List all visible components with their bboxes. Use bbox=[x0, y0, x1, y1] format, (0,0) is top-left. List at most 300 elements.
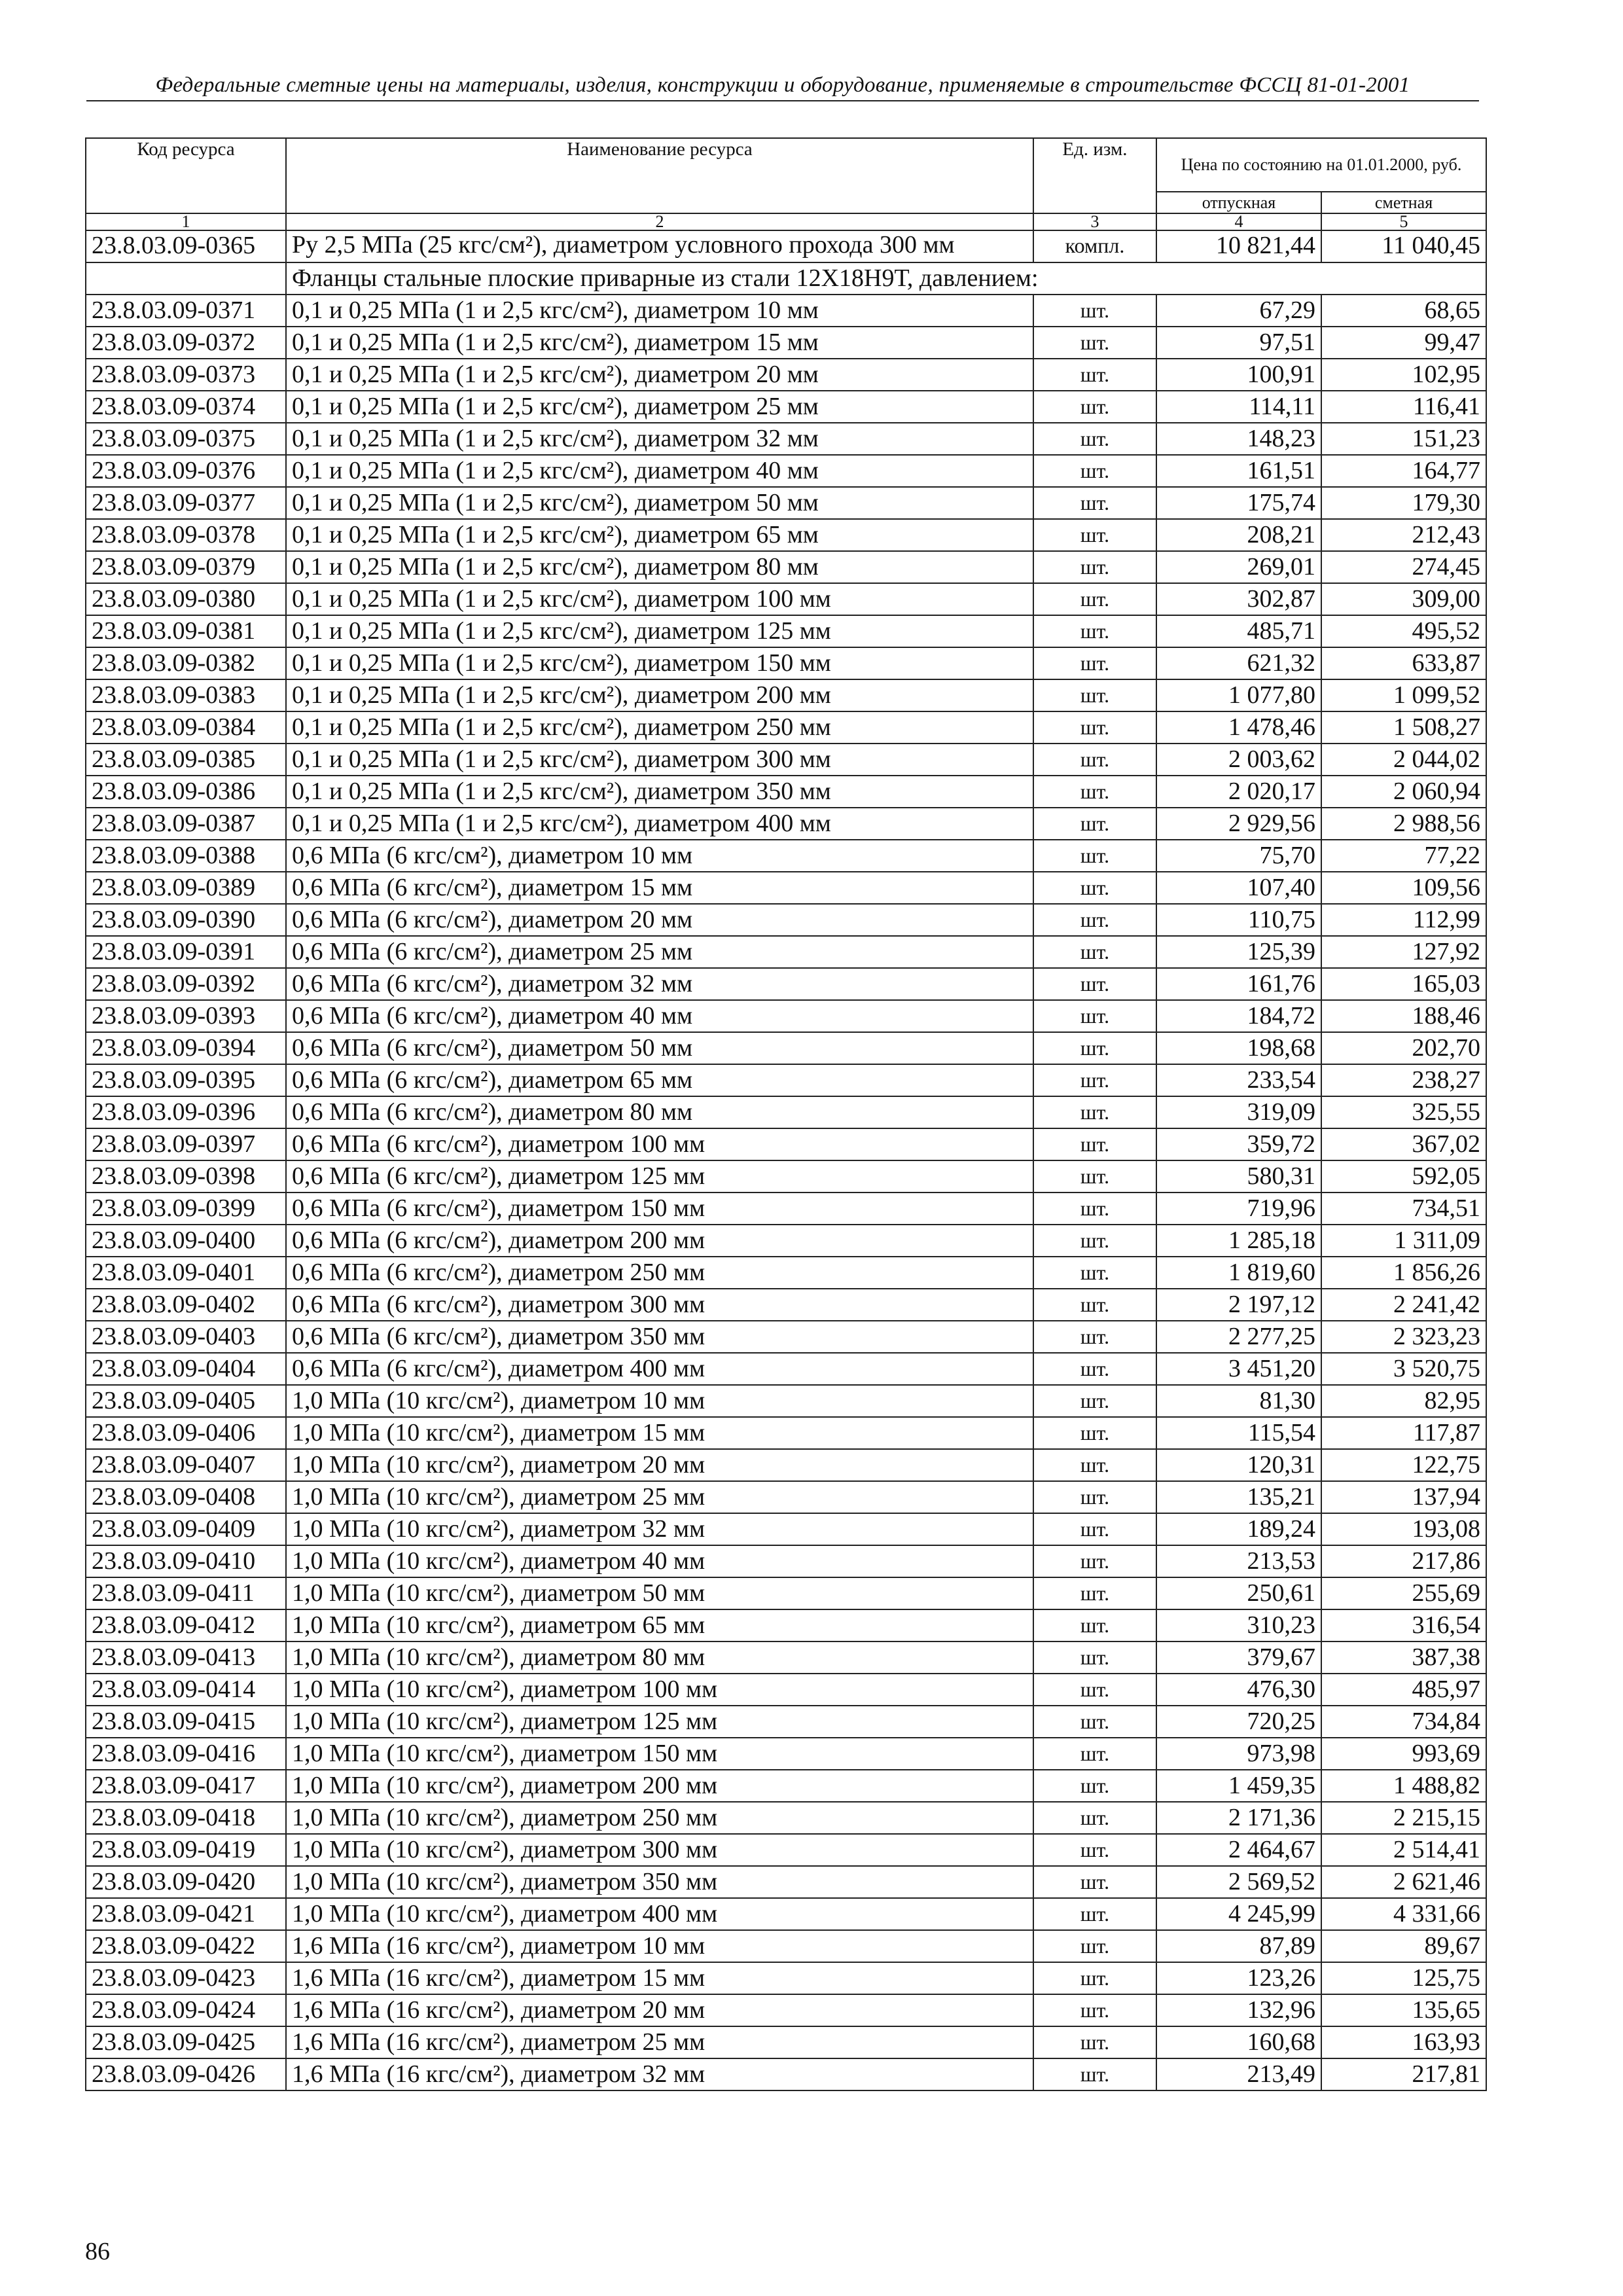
col-number: 5 bbox=[1321, 213, 1486, 230]
estimate-price: 238,27 bbox=[1321, 1064, 1486, 1096]
resource-name: 0,1 и 0,25 МПа (1 и 2,5 кгс/см²), диаметром 300 мм bbox=[286, 744, 1033, 776]
estimate-price: 734,51 bbox=[1321, 1193, 1486, 1225]
resource-name: 0,6 МПа (6 кгс/см²), диаметром 400 мм bbox=[286, 1353, 1033, 1385]
resource-code: 23.8.03.09-0388 bbox=[86, 840, 286, 872]
estimate-price: 2 044,02 bbox=[1321, 744, 1486, 776]
release-price: 198,68 bbox=[1156, 1032, 1321, 1064]
table-row bbox=[86, 455, 1486, 487]
resource-code: 23.8.03.09-0395 bbox=[86, 1064, 286, 1096]
resource-code: 23.8.03.09-0420 bbox=[86, 1866, 286, 1898]
resource-name: 1,6 МПа (16 кгс/см²), диаметром 10 мм bbox=[286, 1930, 1033, 1962]
table-row bbox=[86, 1385, 1486, 1417]
estimate-price: 127,92 bbox=[1321, 936, 1486, 968]
table-row bbox=[86, 551, 1486, 583]
resource-code: 23.8.03.09-0377 bbox=[86, 487, 286, 519]
release-price: 1 285,18 bbox=[1156, 1225, 1321, 1257]
resource-name: 0,6 МПа (6 кгс/см²), диаметром 40 мм bbox=[286, 1000, 1033, 1032]
table-row bbox=[86, 744, 1486, 776]
resource-name: 1,0 МПа (10 кгс/см²), диаметром 350 мм bbox=[286, 1866, 1033, 1898]
resource-code: 23.8.03.09-0374 bbox=[86, 391, 286, 423]
release-price: 621,32 bbox=[1156, 647, 1321, 679]
unit: шт. bbox=[1033, 1674, 1156, 1706]
resource-code: 23.8.03.09-0390 bbox=[86, 904, 286, 936]
unit: шт. bbox=[1033, 1193, 1156, 1225]
unit: шт. bbox=[1033, 1481, 1156, 1513]
estimate-price: 2 323,23 bbox=[1321, 1321, 1486, 1353]
estimate-price: 122,75 bbox=[1321, 1449, 1486, 1481]
table-row bbox=[86, 1545, 1486, 1577]
estimate-price: 102,95 bbox=[1321, 359, 1486, 391]
unit: шт. bbox=[1033, 1353, 1156, 1385]
table-row bbox=[86, 359, 1486, 391]
resource-code: 23.8.03.09-0422 bbox=[86, 1930, 286, 1962]
release-price: 719,96 bbox=[1156, 1193, 1321, 1225]
estimate-price: 188,46 bbox=[1321, 1000, 1486, 1032]
resource-code: 23.8.03.09-0383 bbox=[86, 679, 286, 711]
unit: шт. bbox=[1033, 1160, 1156, 1193]
resource-name: 0,1 и 0,25 МПа (1 и 2,5 кгс/см²), диаметром 350 мм bbox=[286, 776, 1033, 808]
table-row bbox=[86, 840, 1486, 872]
resource-name: 1,6 МПа (16 кгс/см²), диаметром 32 мм bbox=[286, 2058, 1033, 2090]
table-row bbox=[86, 1096, 1486, 1128]
table-row bbox=[86, 1160, 1486, 1193]
unit: шт. bbox=[1033, 1994, 1156, 2026]
resource-code: 23.8.03.09-0375 bbox=[86, 423, 286, 455]
release-price: 720,25 bbox=[1156, 1706, 1321, 1738]
estimate-price: 2 621,46 bbox=[1321, 1866, 1486, 1898]
release-price: 2 003,62 bbox=[1156, 744, 1321, 776]
unit: шт. bbox=[1033, 1000, 1156, 1032]
unit: шт. bbox=[1033, 1225, 1156, 1257]
table-row bbox=[86, 936, 1486, 968]
resource-code: 23.8.03.09-0382 bbox=[86, 647, 286, 679]
table-row bbox=[86, 327, 1486, 359]
unit: шт. bbox=[1033, 1545, 1156, 1577]
estimate-price: 125,75 bbox=[1321, 1962, 1486, 1994]
release-price: 184,72 bbox=[1156, 1000, 1321, 1032]
resource-code: 23.8.03.09-0384 bbox=[86, 711, 286, 744]
resource-name: 0,1 и 0,25 МПа (1 и 2,5 кгс/см²), диаметром 10 мм bbox=[286, 295, 1033, 327]
estimate-price: 164,77 bbox=[1321, 455, 1486, 487]
table-row bbox=[86, 1962, 1486, 1994]
resource-code: 23.8.03.09-0380 bbox=[86, 583, 286, 615]
resource-name: 1,0 МПа (10 кгс/см²), диаметром 65 мм bbox=[286, 1609, 1033, 1641]
unit: шт. bbox=[1033, 808, 1156, 840]
unit: шт. bbox=[1033, 968, 1156, 1000]
resource-code: 23.8.03.09-0411 bbox=[86, 1577, 286, 1609]
table-row bbox=[86, 1674, 1486, 1706]
resource-code: 23.8.03.09-0394 bbox=[86, 1032, 286, 1064]
resource-name: 1,0 МПа (10 кгс/см²), диаметром 15 мм bbox=[286, 1417, 1033, 1449]
estimate-price: 165,03 bbox=[1321, 968, 1486, 1000]
table-row bbox=[86, 1000, 1486, 1032]
resource-code: 23.8.03.09-0376 bbox=[86, 455, 286, 487]
estimate-price: 4 331,66 bbox=[1321, 1898, 1486, 1930]
estimate-price: 592,05 bbox=[1321, 1160, 1486, 1193]
estimate-price: 99,47 bbox=[1321, 327, 1486, 359]
unit: шт. bbox=[1033, 295, 1156, 327]
unit: шт. bbox=[1033, 1930, 1156, 1962]
resource-name: 0,6 МПа (6 кгс/см²), диаметром 200 мм bbox=[286, 1225, 1033, 1257]
unit: шт. bbox=[1033, 1706, 1156, 1738]
unit: шт. bbox=[1033, 1096, 1156, 1128]
table-row bbox=[86, 808, 1486, 840]
resource-name: 0,1 и 0,25 МПа (1 и 2,5 кгс/см²), диаметром 100 мм bbox=[286, 583, 1033, 615]
table-row bbox=[86, 776, 1486, 808]
unit: шт. bbox=[1033, 744, 1156, 776]
estimate-price: 325,55 bbox=[1321, 1096, 1486, 1128]
estimate-price: 109,56 bbox=[1321, 872, 1486, 904]
release-price: 2 569,52 bbox=[1156, 1866, 1321, 1898]
col-header-price: Цена по состоянию на 01.01.2000, руб. bbox=[1156, 138, 1486, 192]
unit: шт. bbox=[1033, 1770, 1156, 1802]
resource-name: 0,6 МПа (6 кгс/см²), диаметром 125 мм bbox=[286, 1160, 1033, 1193]
estimate-price: 2 514,41 bbox=[1321, 1834, 1486, 1866]
estimate-price: 217,81 bbox=[1321, 2058, 1486, 2090]
unit: компл. bbox=[1033, 230, 1156, 262]
resource-code: 23.8.03.09-0381 bbox=[86, 615, 286, 647]
table-row bbox=[86, 519, 1486, 551]
resource-name: 0,1 и 0,25 МПа (1 и 2,5 кгс/см²), диаметром 40 мм bbox=[286, 455, 1033, 487]
resource-code: 23.8.03.09-0385 bbox=[86, 744, 286, 776]
resource-name: 1,0 МПа (10 кгс/см²), диаметром 250 мм bbox=[286, 1802, 1033, 1834]
resource-code: 23.8.03.09-0386 bbox=[86, 776, 286, 808]
unit: шт. bbox=[1033, 904, 1156, 936]
estimate-price: 117,87 bbox=[1321, 1417, 1486, 1449]
estimate-price: 309,00 bbox=[1321, 583, 1486, 615]
resource-name: 1,0 МПа (10 кгс/см²), диаметром 25 мм bbox=[286, 1481, 1033, 1513]
table-row bbox=[86, 1802, 1486, 1834]
estimate-price: 163,93 bbox=[1321, 2026, 1486, 2058]
resource-code: 23.8.03.09-0415 bbox=[86, 1706, 286, 1738]
estimate-price: 495,52 bbox=[1321, 615, 1486, 647]
estimate-price: 82,95 bbox=[1321, 1385, 1486, 1417]
release-price: 107,40 bbox=[1156, 872, 1321, 904]
estimate-price: 2 988,56 bbox=[1321, 808, 1486, 840]
estimate-price: 2 241,42 bbox=[1321, 1289, 1486, 1321]
resource-code: 23.8.03.09-0417 bbox=[86, 1770, 286, 1802]
table-row bbox=[86, 1898, 1486, 1930]
unit: шт. bbox=[1033, 1641, 1156, 1674]
resource-code: 23.8.03.09-0413 bbox=[86, 1641, 286, 1674]
table-row bbox=[86, 2058, 1486, 2090]
unit: шт. bbox=[1033, 1321, 1156, 1353]
unit: шт. bbox=[1033, 1577, 1156, 1609]
release-price: 114,11 bbox=[1156, 391, 1321, 423]
unit: шт. bbox=[1033, 1385, 1156, 1417]
resource-name: 0,6 МПа (6 кгс/см²), диаметром 10 мм bbox=[286, 840, 1033, 872]
estimate-price: 212,43 bbox=[1321, 519, 1486, 551]
estimate-price: 387,38 bbox=[1321, 1641, 1486, 1674]
resource-code: 23.8.03.09-0379 bbox=[86, 551, 286, 583]
resource-name: 1,0 МПа (10 кгс/см²), диаметром 20 мм bbox=[286, 1449, 1033, 1481]
table-row bbox=[86, 1353, 1486, 1385]
release-price: 379,67 bbox=[1156, 1641, 1321, 1674]
col-header-release: отпускная bbox=[1156, 192, 1321, 213]
resource-code: 23.8.03.09-0398 bbox=[86, 1160, 286, 1193]
group-title: Фланцы стальные плоские приварные из стали 12Х18Н9Т, давлением: bbox=[286, 262, 1486, 295]
resource-code: 23.8.03.09-0396 bbox=[86, 1096, 286, 1128]
release-price: 81,30 bbox=[1156, 1385, 1321, 1417]
unit: шт. bbox=[1033, 1609, 1156, 1641]
table-row bbox=[86, 1417, 1486, 1449]
estimate-price: 993,69 bbox=[1321, 1738, 1486, 1770]
page-number: 86 bbox=[85, 2238, 110, 2265]
unit: шт. bbox=[1033, 1064, 1156, 1096]
estimate-price: 734,84 bbox=[1321, 1706, 1486, 1738]
estimate-price: 11 040,45 bbox=[1321, 230, 1486, 262]
resource-name: 1,0 МПа (10 кгс/см²), диаметром 50 мм bbox=[286, 1577, 1033, 1609]
resource-code: 23.8.03.09-0407 bbox=[86, 1449, 286, 1481]
unit: шт. bbox=[1033, 1802, 1156, 1834]
release-price: 250,61 bbox=[1156, 1577, 1321, 1609]
release-price: 1 819,60 bbox=[1156, 1257, 1321, 1289]
release-price: 161,51 bbox=[1156, 455, 1321, 487]
table-row bbox=[86, 230, 1486, 262]
unit: шт. bbox=[1033, 2058, 1156, 2090]
resource-name: 0,1 и 0,25 МПа (1 и 2,5 кгс/см²), диаметром 20 мм bbox=[286, 359, 1033, 391]
unit: шт. bbox=[1033, 1898, 1156, 1930]
table-row bbox=[86, 647, 1486, 679]
estimate-price: 1 856,26 bbox=[1321, 1257, 1486, 1289]
resource-name: 0,1 и 0,25 МПа (1 и 2,5 кгс/см²), диаметром 25 мм bbox=[286, 391, 1033, 423]
release-price: 125,39 bbox=[1156, 936, 1321, 968]
resource-code: 23.8.03.09-0408 bbox=[86, 1481, 286, 1513]
resource-code: 23.8.03.09-0397 bbox=[86, 1128, 286, 1160]
table-row bbox=[86, 679, 1486, 711]
release-price: 2 277,25 bbox=[1156, 1321, 1321, 1353]
resource-name: 0,6 МПа (6 кгс/см²), диаметром 250 мм bbox=[286, 1257, 1033, 1289]
unit: шт. bbox=[1033, 1032, 1156, 1064]
resource-code: 23.8.03.09-0410 bbox=[86, 1545, 286, 1577]
release-price: 10 821,44 bbox=[1156, 230, 1321, 262]
table-row bbox=[86, 1513, 1486, 1545]
estimate-price: 112,99 bbox=[1321, 904, 1486, 936]
estimate-price: 1 311,09 bbox=[1321, 1225, 1486, 1257]
resource-code: 23.8.03.09-0405 bbox=[86, 1385, 286, 1417]
resource-name: 0,1 и 0,25 МПа (1 и 2,5 кгс/см²), диаметром 400 мм bbox=[286, 808, 1033, 840]
estimate-price: 202,70 bbox=[1321, 1032, 1486, 1064]
col-number: 1 bbox=[86, 213, 286, 230]
unit: шт. bbox=[1033, 1962, 1156, 1994]
table-row bbox=[86, 2026, 1486, 2058]
table-row bbox=[86, 1032, 1486, 1064]
resource-code: 23.8.03.09-0371 bbox=[86, 295, 286, 327]
estimate-price: 77,22 bbox=[1321, 840, 1486, 872]
resource-name: 0,6 МПа (6 кгс/см²), диаметром 80 мм bbox=[286, 1096, 1033, 1128]
resource-name: 1,0 МПа (10 кгс/см²), диаметром 300 мм bbox=[286, 1834, 1033, 1866]
resource-code: 23.8.03.09-0372 bbox=[86, 327, 286, 359]
resource-code: 23.8.03.09-0392 bbox=[86, 968, 286, 1000]
col-number: 2 bbox=[286, 213, 1033, 230]
resource-name: 1,0 МПа (10 кгс/см²), диаметром 150 мм bbox=[286, 1738, 1033, 1770]
release-price: 189,24 bbox=[1156, 1513, 1321, 1545]
table-row bbox=[86, 391, 1486, 423]
unit: шт. bbox=[1033, 2026, 1156, 2058]
estimate-price: 193,08 bbox=[1321, 1513, 1486, 1545]
release-price: 973,98 bbox=[1156, 1738, 1321, 1770]
table-row bbox=[86, 1994, 1486, 2026]
release-price: 2 197,12 bbox=[1156, 1289, 1321, 1321]
estimate-price: 89,67 bbox=[1321, 1930, 1486, 1962]
unit: шт. bbox=[1033, 936, 1156, 968]
resource-code: 23.8.03.09-0378 bbox=[86, 519, 286, 551]
estimate-price: 68,65 bbox=[1321, 295, 1486, 327]
estimate-price: 316,54 bbox=[1321, 1609, 1486, 1641]
release-price: 100,91 bbox=[1156, 359, 1321, 391]
release-price: 2 464,67 bbox=[1156, 1834, 1321, 1866]
resource-name: 0,6 МПа (6 кгс/см²), диаметром 65 мм bbox=[286, 1064, 1033, 1096]
release-price: 302,87 bbox=[1156, 583, 1321, 615]
release-price: 135,21 bbox=[1156, 1481, 1321, 1513]
resource-name: 0,1 и 0,25 МПа (1 и 2,5 кгс/см²), диаметром 65 мм bbox=[286, 519, 1033, 551]
table-row bbox=[86, 583, 1486, 615]
resource-code: 23.8.03.09-0425 bbox=[86, 2026, 286, 2058]
unit: шт. bbox=[1033, 423, 1156, 455]
resource-name: 0,1 и 0,25 МПа (1 и 2,5 кгс/см²), диаметром 50 мм bbox=[286, 487, 1033, 519]
release-price: 1 077,80 bbox=[1156, 679, 1321, 711]
resource-name: 0,1 и 0,25 МПа (1 и 2,5 кгс/см²), диаметром 200 мм bbox=[286, 679, 1033, 711]
unit: шт. bbox=[1033, 583, 1156, 615]
estimate-price: 1 099,52 bbox=[1321, 679, 1486, 711]
table-row bbox=[86, 1706, 1486, 1738]
release-price: 123,26 bbox=[1156, 1962, 1321, 1994]
estimate-price: 274,45 bbox=[1321, 551, 1486, 583]
table-row bbox=[86, 711, 1486, 744]
table-row bbox=[86, 1481, 1486, 1513]
resource-name: 0,1 и 0,25 МПа (1 и 2,5 кгс/см²), диаметром 150 мм bbox=[286, 647, 1033, 679]
estimate-price: 137,94 bbox=[1321, 1481, 1486, 1513]
resource-code: 23.8.03.09-0412 bbox=[86, 1609, 286, 1641]
resource-name: 0,1 и 0,25 МПа (1 и 2,5 кгс/см²), диаметром 32 мм bbox=[286, 423, 1033, 455]
unit: шт. bbox=[1033, 1289, 1156, 1321]
unit: шт. bbox=[1033, 1128, 1156, 1160]
table-row bbox=[86, 295, 1486, 327]
table-row bbox=[86, 904, 1486, 936]
unit: шт. bbox=[1033, 391, 1156, 423]
resource-code: 23.8.03.09-0426 bbox=[86, 2058, 286, 2090]
resource-name: 0,1 и 0,25 МПа (1 и 2,5 кгс/см²), диаметром 15 мм bbox=[286, 327, 1033, 359]
unit: шт. bbox=[1033, 1257, 1156, 1289]
resource-name: 0,1 и 0,25 МПа (1 и 2,5 кгс/см²), диаметром 250 мм bbox=[286, 711, 1033, 744]
resource-name: 1,0 МПа (10 кгс/см²), диаметром 40 мм bbox=[286, 1545, 1033, 1577]
release-price: 359,72 bbox=[1156, 1128, 1321, 1160]
resource-name: 1,0 МПа (10 кгс/см²), диаметром 400 мм bbox=[286, 1898, 1033, 1930]
resource-name: 0,6 МПа (6 кгс/см²), диаметром 50 мм bbox=[286, 1032, 1033, 1064]
resource-name: 1,0 МПа (10 кгс/см²), диаметром 125 мм bbox=[286, 1706, 1033, 1738]
running-header: Федеральные сметные цены на материалы, изделия, конструкции и оборудование, применяемые в строительстве ФССЦ 81-01-2001 bbox=[86, 73, 1479, 101]
resource-code: 23.8.03.09-0419 bbox=[86, 1834, 286, 1866]
table-row bbox=[86, 872, 1486, 904]
release-price: 160,68 bbox=[1156, 2026, 1321, 2058]
table-row bbox=[86, 487, 1486, 519]
resource-code: 23.8.03.09-0393 bbox=[86, 1000, 286, 1032]
resource-name: 1,6 МПа (16 кгс/см²), диаметром 20 мм bbox=[286, 1994, 1033, 2026]
estimate-price: 633,87 bbox=[1321, 647, 1486, 679]
release-price: 67,29 bbox=[1156, 295, 1321, 327]
estimate-price: 116,41 bbox=[1321, 391, 1486, 423]
table-row bbox=[86, 1641, 1486, 1674]
resource-code: 23.8.03.09-0409 bbox=[86, 1513, 286, 1545]
resource-name: 0,1 и 0,25 МПа (1 и 2,5 кгс/см²), диаметром 125 мм bbox=[286, 615, 1033, 647]
unit: шт. bbox=[1033, 1513, 1156, 1545]
table-row bbox=[86, 1930, 1486, 1962]
table-row bbox=[86, 1738, 1486, 1770]
unit: шт. bbox=[1033, 1834, 1156, 1866]
unit: шт. bbox=[1033, 711, 1156, 744]
table-row bbox=[86, 1834, 1486, 1866]
col-header-code: Код ресурса bbox=[86, 138, 286, 213]
group-empty-cell bbox=[86, 262, 286, 295]
resource-name: 1,6 МПа (16 кгс/см²), диаметром 15 мм bbox=[286, 1962, 1033, 1994]
release-price: 120,31 bbox=[1156, 1449, 1321, 1481]
table-row bbox=[86, 1449, 1486, 1481]
release-price: 87,89 bbox=[1156, 1930, 1321, 1962]
resource-name: 0,6 МПа (6 кгс/см²), диаметром 100 мм bbox=[286, 1128, 1033, 1160]
release-price: 1 459,35 bbox=[1156, 1770, 1321, 1802]
release-price: 2 020,17 bbox=[1156, 776, 1321, 808]
estimate-price: 485,97 bbox=[1321, 1674, 1486, 1706]
release-price: 310,23 bbox=[1156, 1609, 1321, 1641]
resource-code: 23.8.03.09-0365 bbox=[86, 230, 286, 262]
resource-code: 23.8.03.09-0387 bbox=[86, 808, 286, 840]
estimate-price: 2 060,94 bbox=[1321, 776, 1486, 808]
table-row bbox=[86, 1770, 1486, 1802]
release-price: 1 478,46 bbox=[1156, 711, 1321, 744]
resource-code: 23.8.03.09-0399 bbox=[86, 1193, 286, 1225]
resource-name: 1,6 МПа (16 кгс/см²), диаметром 25 мм bbox=[286, 2026, 1033, 2058]
resource-code: 23.8.03.09-0418 bbox=[86, 1802, 286, 1834]
release-price: 175,74 bbox=[1156, 487, 1321, 519]
table-row bbox=[86, 1289, 1486, 1321]
release-price: 476,30 bbox=[1156, 1674, 1321, 1706]
price-table bbox=[85, 137, 1487, 2091]
resource-name: 0,6 МПа (6 кгс/см²), диаметром 350 мм bbox=[286, 1321, 1033, 1353]
resource-name: 0,6 МПа (6 кгс/см²), диаметром 15 мм bbox=[286, 872, 1033, 904]
estimate-price: 135,65 bbox=[1321, 1994, 1486, 2026]
resource-code: 23.8.03.09-0414 bbox=[86, 1674, 286, 1706]
col-header-name: Наименование ресурса bbox=[286, 138, 1033, 213]
unit: шт. bbox=[1033, 1866, 1156, 1898]
resource-code: 23.8.03.09-0391 bbox=[86, 936, 286, 968]
release-price: 2 929,56 bbox=[1156, 808, 1321, 840]
col-number: 3 bbox=[1033, 213, 1156, 230]
unit: шт. bbox=[1033, 1449, 1156, 1481]
release-price: 75,70 bbox=[1156, 840, 1321, 872]
unit: шт. bbox=[1033, 455, 1156, 487]
estimate-price: 2 215,15 bbox=[1321, 1802, 1486, 1834]
estimate-price: 1 508,27 bbox=[1321, 711, 1486, 744]
estimate-price: 217,86 bbox=[1321, 1545, 1486, 1577]
resource-name: 0,6 МПа (6 кгс/см²), диаметром 32 мм bbox=[286, 968, 1033, 1000]
estimate-price: 3 520,75 bbox=[1321, 1353, 1486, 1385]
resource-code: 23.8.03.09-0404 bbox=[86, 1353, 286, 1385]
release-price: 213,49 bbox=[1156, 2058, 1321, 2090]
resource-code: 23.8.03.09-0403 bbox=[86, 1321, 286, 1353]
resource-name: 0,6 МПа (6 кгс/см²), диаметром 20 мм bbox=[286, 904, 1033, 936]
unit: шт. bbox=[1033, 1738, 1156, 1770]
table-row bbox=[86, 615, 1486, 647]
estimate-price: 255,69 bbox=[1321, 1577, 1486, 1609]
resource-name: 0,6 МПа (6 кгс/см²), диаметром 25 мм bbox=[286, 936, 1033, 968]
resource-code: 23.8.03.09-0389 bbox=[86, 872, 286, 904]
resource-code: 23.8.03.09-0402 bbox=[86, 1289, 286, 1321]
release-price: 208,21 bbox=[1156, 519, 1321, 551]
resource-name: Ру 2,5 МПа (25 кгс/см²), диаметром условного прохода 300 мм bbox=[286, 230, 1033, 262]
group-row bbox=[86, 262, 1486, 295]
release-price: 269,01 bbox=[1156, 551, 1321, 583]
estimate-price: 151,23 bbox=[1321, 423, 1486, 455]
